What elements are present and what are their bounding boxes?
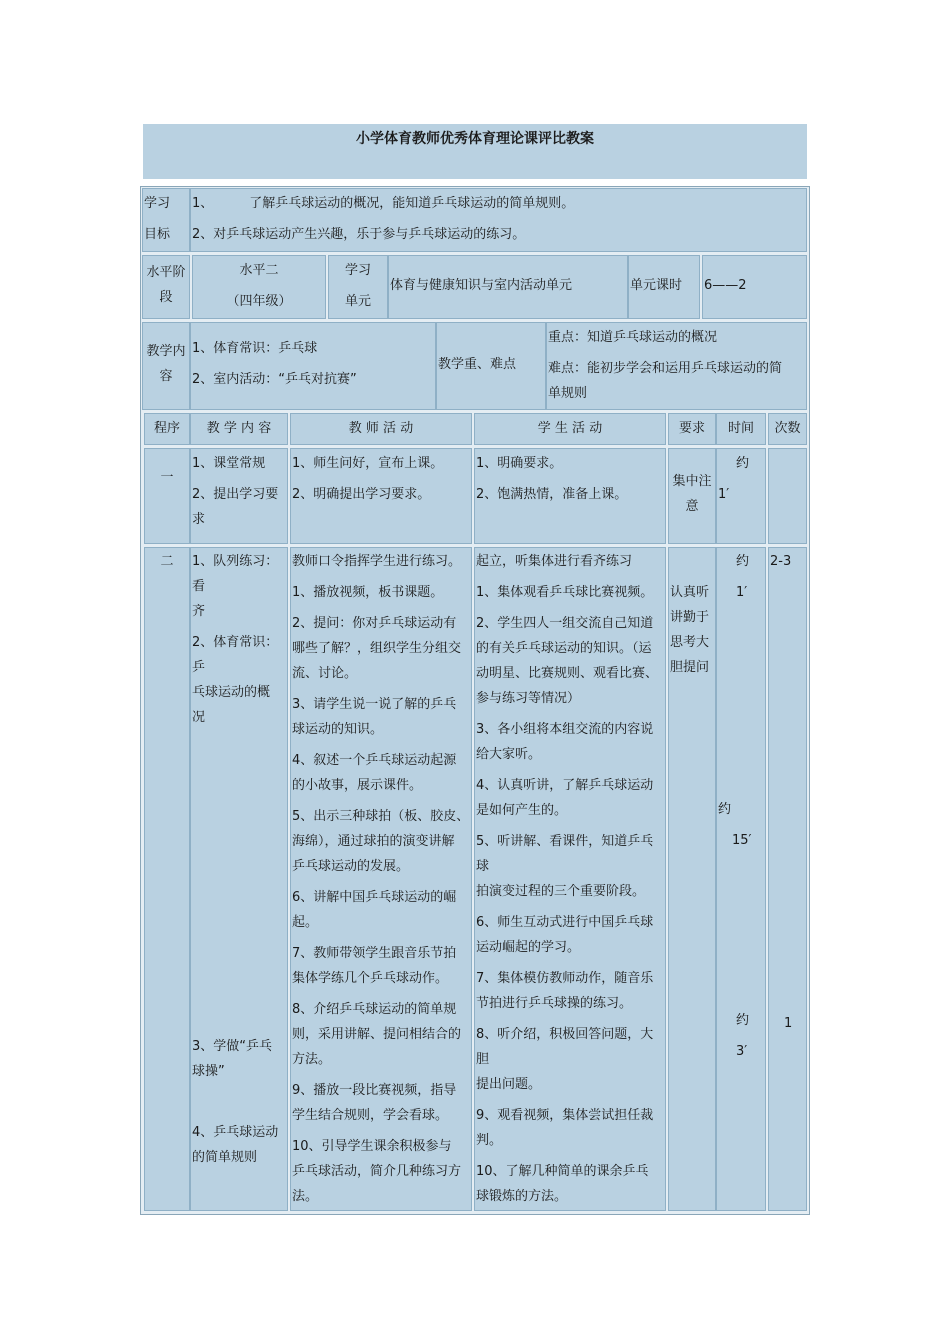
- header-step: 程序: [144, 413, 190, 445]
- student-step-9: 9、观看视频，集体尝试担任裁 判。: [476, 1108, 654, 1148]
- objective-1-num: 1、: [192, 196, 214, 211]
- section1-student: 1、明确要求。 2、饱满热情，准备上课。: [474, 448, 666, 544]
- teacher-step-2: 2、提问：你对乒乓球运动有 哪些了解？，组织学生分组交 流、讨论。: [292, 616, 462, 681]
- section2-content: 1、队列练习：看 齐 2、体育常识：乒 乓球运动的概 况 3、学做“乒乓 球操” 4、乒乓球运动 的简单规则: [190, 547, 288, 1211]
- content-items: 1、体育常识：乒乓球 2、室内活动：“乒乓对抗赛”: [190, 322, 436, 410]
- teacher-step-1: 1、播放视频，板书课题。: [292, 585, 444, 600]
- header-content: 教 学 内 容: [190, 413, 288, 445]
- student-step-6: 6、师生互动式进行中国乒乓球 运动崛起的学习。: [476, 915, 654, 955]
- key-points-label: 教学重、难点: [436, 322, 546, 410]
- teacher-step-7: 7、教师带领学生跟音乐节拍 集体学练几个乒乓球动作。: [292, 946, 457, 986]
- teacher-step-9: 9、播放一段比赛视频，指导 学生结合规则，学会看球。: [292, 1083, 457, 1123]
- teacher-step-8: 8、介绍乒乓球运动的简单规 则，采用讲解、提问相结合的 方法。: [292, 1002, 462, 1067]
- unit-hours-value: 6——2: [702, 255, 807, 319]
- objectives-label: 学习 目标: [142, 188, 190, 252]
- unit-label: 学习 单元: [328, 255, 388, 319]
- section1-step: 一: [144, 448, 190, 544]
- student-step-4: 4、认真听讲，了解乒乓球运动 是如何产生的。: [476, 778, 654, 818]
- student-step-7: 7、集体模仿教师动作，随音乐 节拍进行乒乓球操的练习。: [476, 971, 654, 1011]
- teacher-step-0: 教师口令指挥学生进行练习。: [292, 554, 462, 569]
- header-teacher: 教 师 活 动: [290, 413, 472, 445]
- section2-count: 2-3 1: [768, 547, 807, 1211]
- section2-time: 约 1′ 约 15′ 约 3′: [716, 547, 766, 1211]
- objectives-content: [190, 188, 807, 252]
- student-step-3: 3、各小组将本组交流的内容说 给大家听。: [476, 722, 654, 762]
- section1-time: 约 1′: [716, 448, 766, 544]
- student-step-10: 10、了解几种简单的课余乒乓 球锻炼的方法。: [476, 1164, 649, 1204]
- section2-student: [474, 547, 666, 1211]
- teacher-step-3: 3、请学生说一说了解的乒乓 球运动的知识。: [292, 697, 457, 737]
- student-step-0: 起立，听集体进行看齐练习: [476, 554, 633, 569]
- level-value: 水平二 （四年级）: [192, 255, 326, 319]
- key-points: 重点：知道乒乓球运动的概况 难点：能初步学会和运用乒乓球运动的简 单规则: [546, 322, 807, 410]
- teacher-step-4: 4、叙述一个乒乓球运动起源 的小故事，展示课件。: [292, 753, 457, 793]
- student-step-2: 2、学生四人一组交流自己知道 的有关乒乓球运动的知识。（运 动明星、比赛规则、观看比赛、 参与练习等情况）: [476, 616, 659, 706]
- header-time: 时间: [716, 413, 766, 445]
- content-label: 教学内 容: [142, 322, 190, 410]
- teacher-step-6: 6、讲解中国乒乓球运动的崛 起。: [292, 890, 457, 930]
- unit-hours-label: 单元课时: [628, 255, 700, 319]
- teacher-step-10: 10、引导学生课余积极参与 乒乓球活动，简介几种练习方 法。: [292, 1139, 462, 1204]
- section2-step: 二: [144, 547, 190, 1211]
- page-title: 小学体育教师优秀体育理论课评比教案: [356, 131, 594, 147]
- section2-requirement: 认真听 讲勤于 思考大 胆提问: [668, 547, 716, 1211]
- section1-teacher: 1、师生问好，宣布上课。 2、明确提出学习要求。: [290, 448, 472, 544]
- objective-2: 2、对乒乓球运动产生兴趣，乐于参与乒乓球运动的练习。: [192, 227, 526, 242]
- objective-1-text: 了解乒乓球运动的概况，能知道乒乓球运动的简单规则。: [249, 196, 575, 211]
- section1-count: [768, 448, 807, 544]
- teacher-step-5: 5、出示三种球拍（板、胶皮、 海绵），通过球拍的演变讲解 乒乓球运动的发展。: [292, 809, 470, 874]
- student-step-5: 5、听讲解、看课件，知道乒乓球 拍演变过程的三个重要阶段。: [476, 834, 654, 899]
- header-student: 学 生 活 动: [474, 413, 666, 445]
- section2-teacher: [290, 547, 472, 1211]
- student-step-1: 1、集体观看乒乓球比赛视频。: [476, 585, 654, 600]
- section1-requirement: 集中注 意: [668, 448, 716, 544]
- section1-content: 1、课堂常规 2、提出学习要 求: [190, 448, 288, 544]
- header-count: 次数: [768, 413, 807, 445]
- level-label: 水平阶 段: [142, 255, 190, 319]
- unit-value: 体育与健康知识与室内活动单元: [388, 255, 628, 319]
- student-step-8: 8、听介绍，积极回答问题，大胆 提出问题。: [476, 1027, 654, 1092]
- header-requirement: 要求: [668, 413, 716, 445]
